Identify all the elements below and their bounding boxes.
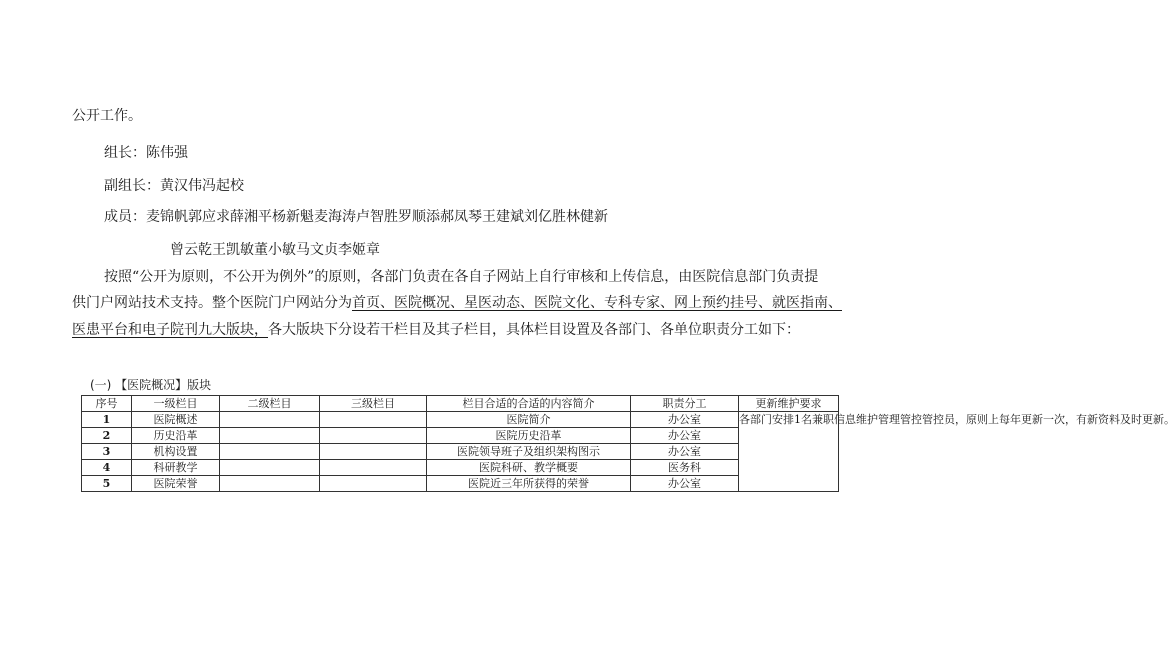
row-content: 医院科研、教学概要: [427, 460, 631, 476]
header-dept: 职责分工: [631, 396, 739, 412]
row-level1: 医院概述: [132, 412, 220, 428]
row-level1: 机构设置: [132, 444, 220, 460]
row-number: 4: [82, 460, 132, 476]
row-level2: [220, 428, 320, 444]
row-level1: 科研教学: [132, 460, 220, 476]
body-text: 供门户网站技术支持。整个医院门户网站分为: [72, 295, 352, 311]
columns-table: [81, 395, 1175, 492]
body-paragraph-line-1: 按照“公开为原则，不公开为例外”的原则，各部门负责在各自子网站上自行审核和上传信息，由医院信息部门负责提: [104, 269, 819, 285]
table-row: [82, 460, 839, 476]
row-level3: [320, 428, 427, 444]
row-number: 1: [82, 412, 132, 428]
row-number: 2: [82, 428, 132, 444]
row-dept: 办公室: [631, 428, 739, 444]
row-content: 医院近三年所获得的荣誉: [427, 476, 631, 492]
deputy-leader: 副组长：黄汉伟冯起校: [104, 178, 244, 194]
table-row: [82, 412, 839, 428]
group-leader: 组长：陈伟强: [104, 145, 188, 161]
table-row: [82, 428, 839, 444]
members-line-2: 曾云乾王凯敏董小敏马文贞李姬章: [170, 242, 380, 258]
body-text: 各大版块下分设若干栏目及其子栏目，具体栏目设置及各部门、各单位职责分工如下：: [268, 322, 800, 338]
header-level1: 一级栏目: [132, 396, 220, 412]
table-header-row: [82, 396, 839, 412]
row-level2: [220, 476, 320, 492]
row-level2: [220, 444, 320, 460]
section-title: (一) 【医院概况】版块: [90, 378, 212, 392]
body-paragraph-line-3: [72, 320, 800, 340]
update-requirement: 各部门安排1名兼职信息维护管理管控管控员，原则上每年更新一次，有新资料及时更新。: [739, 412, 839, 492]
header-level3: 三级栏目: [320, 396, 427, 412]
row-number: 5: [82, 476, 132, 492]
row-level1: 医院荣誉: [132, 476, 220, 492]
row-level2: [220, 412, 320, 428]
row-level3: [320, 476, 427, 492]
row-level3: [320, 412, 427, 428]
body-paragraph-line-2: [72, 293, 842, 313]
row-dept: 办公室: [631, 476, 739, 492]
sections-list: 首页、医院概况、星医动态、医院文化、专科专家、网上预约挂号、就医指南、: [352, 295, 842, 311]
header-no: 序号: [82, 396, 132, 412]
row-dept: 办公室: [631, 444, 739, 460]
row-number: 3: [82, 444, 132, 460]
row-level2: [220, 460, 320, 476]
row-dept: 办公室: [631, 412, 739, 428]
row-content: 医院历史沿革: [427, 428, 631, 444]
row-level3: [320, 460, 427, 476]
header-level2: 二级栏目: [220, 396, 320, 412]
header-update: 更新维护要求: [739, 396, 839, 412]
row-content: 医院领导班子及组织架构图示: [427, 444, 631, 460]
row-level1: 历史沿革: [132, 428, 220, 444]
row-level3: [320, 444, 427, 460]
table-row: [82, 476, 839, 492]
row-content: 医院简介: [427, 412, 631, 428]
header-content: 栏目合适的合适的内容简介: [427, 396, 631, 412]
table-row: [82, 444, 839, 460]
row-dept: 医务科: [631, 460, 739, 476]
members-line-1: 成员：麦锦帆郭应求薛湘平杨新魁麦海涛卢智胜罗顺添郝凤琴王建斌刘亿胜林健新: [104, 209, 608, 225]
intro-text: 公开工作。: [72, 108, 142, 124]
sections-list-end: 医患平台和电子院刊九大版块，: [72, 322, 268, 338]
